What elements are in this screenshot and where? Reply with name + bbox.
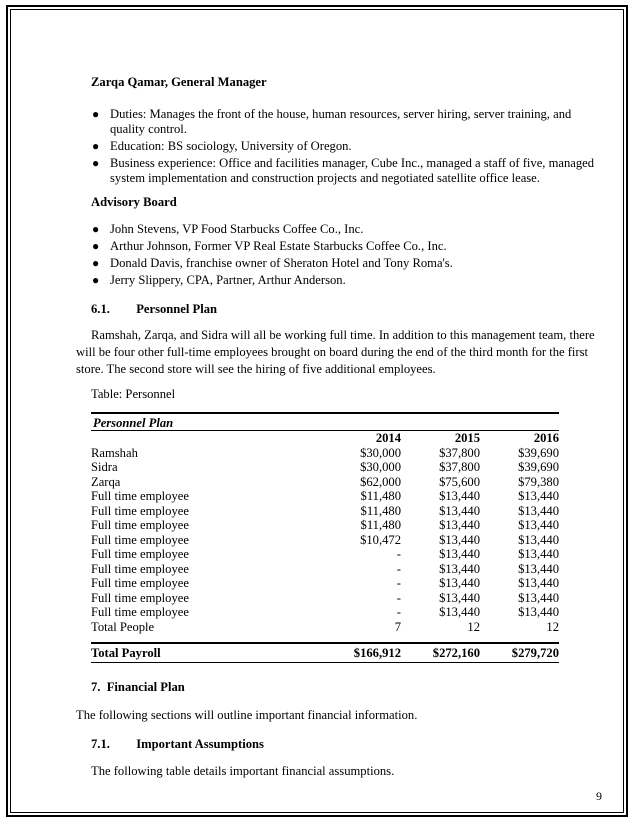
bullet-icon: ● bbox=[92, 222, 100, 236]
list-item: ● John Stevens, VP Food Starbucks Coffee Co., Inc. bbox=[92, 222, 364, 236]
bullet-icon: ● bbox=[92, 273, 100, 287]
bullet-icon: ● bbox=[92, 139, 100, 153]
section-heading-assumptions: 7.1. Important Assumptions bbox=[91, 737, 264, 751]
list-item: ● Arthur Johnson, Former VP Real Estate Starbucks Coffee Co., Inc. bbox=[92, 239, 447, 253]
table-row: Full time employee - $13,440 $13,440 bbox=[91, 605, 559, 619]
personnel-paragraph: Ramshah, Zarqa, and Sidra will all be working full time. In addition to this management team, there will be four other full-time employees brought on board during the end of the third month for the first store. The second store will see the hiring of five additional employees. bbox=[76, 328, 595, 376]
table-header-row bbox=[91, 431, 559, 446]
list-item: ● Donald Davis, franchise owner of Sheraton Hotel and Tony Roma's. bbox=[92, 256, 453, 270]
list-item: ● Duties: Manages the front of the house, human resources, server hiring, server training, and quality control. bbox=[92, 107, 572, 136]
year-header: 2016 bbox=[533, 431, 559, 445]
year-header: 2015 bbox=[454, 431, 480, 445]
financial-paragraph: The following sections will outline important financial information. bbox=[76, 708, 418, 722]
personnel-table bbox=[91, 412, 559, 663]
table-row: Ramshah $30,000 $37,800 $39,690 bbox=[91, 445, 559, 460]
assumptions-paragraph: The following table details important financial assumptions. bbox=[91, 764, 395, 778]
table-caption: Table: Personnel bbox=[91, 387, 176, 401]
table-row: Full time employee $10,472 $13,440 $13,440 bbox=[91, 532, 559, 547]
manager-bullet-list bbox=[91, 107, 601, 186]
table-row: Sidra $30,000 $37,800 $39,690 bbox=[91, 460, 559, 474]
advisory-heading: Advisory Board bbox=[91, 195, 177, 209]
table-row: Full time employee - $13,440 $13,440 bbox=[91, 547, 559, 561]
table-row: Full time employee - $13,440 $13,440 bbox=[91, 590, 559, 605]
year-header: 2014 bbox=[375, 431, 401, 445]
bullet-icon: ● bbox=[92, 156, 100, 170]
bullet-icon: ● bbox=[92, 256, 100, 270]
table-row: Full time employee $11,480 $13,440 $13,440 bbox=[91, 518, 559, 532]
page-number: 9 bbox=[596, 789, 602, 803]
bullet-icon: ● bbox=[92, 107, 100, 121]
table-total-row: Total Payroll $166,912 $272,160 $279,720 bbox=[91, 643, 559, 663]
table-row: Full time employee - $13,440 $13,440 bbox=[91, 576, 559, 590]
list-item: ● Jerry Slippery, CPA, Partner, Arthur Anderson. bbox=[92, 273, 346, 287]
table-row: Full time employee $11,480 $13,440 $13,440 bbox=[91, 503, 559, 518]
table-row: Zarqa $62,000 $75,600 $79,380 bbox=[91, 474, 559, 489]
table-title: Personnel Plan bbox=[93, 416, 174, 430]
manager-heading: Zarqa Qamar, General Manager bbox=[91, 75, 267, 89]
financial-plan-heading: 7. Financial Plan bbox=[91, 680, 185, 694]
personnel-table-body bbox=[91, 431, 559, 663]
table-row: Full time employee - $13,440 $13,440 bbox=[91, 561, 559, 576]
list-item: ● Business experience: Office and facilities manager, Cube Inc., managed a staff of five, managed system implementation and construction projects and negotiated satellite office lease. bbox=[92, 156, 595, 185]
table-row: Total People 7 12 12 bbox=[91, 619, 559, 634]
advisory-bullet-list bbox=[91, 222, 601, 288]
table-title-row bbox=[91, 412, 559, 431]
table-row: Full time employee $11,480 $13,440 $13,440 bbox=[91, 489, 559, 503]
list-item: ● Education: BS sociology, University of Oregon. bbox=[92, 139, 352, 153]
section-heading-personnel: 6.1. Personnel Plan bbox=[91, 302, 218, 316]
bullet-icon: ● bbox=[92, 239, 100, 253]
